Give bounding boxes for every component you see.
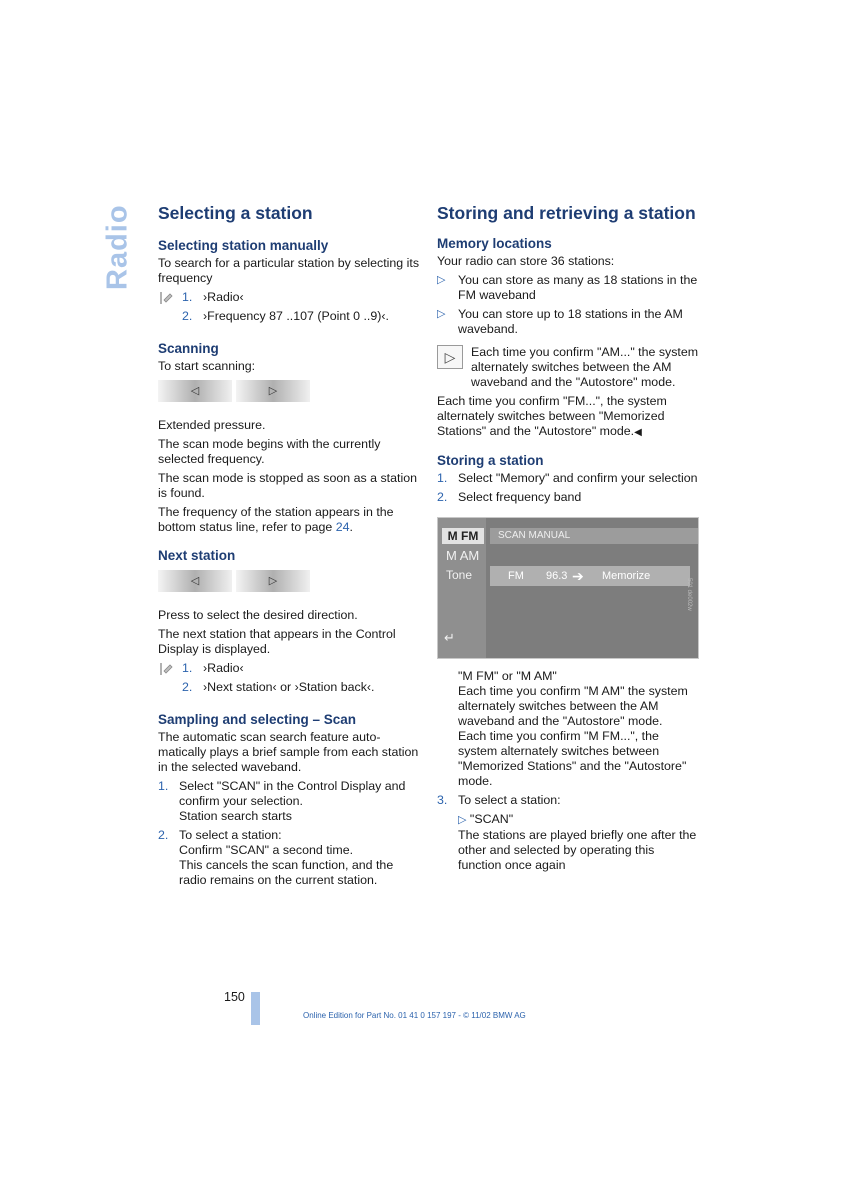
scanning-p1: Extended pressure. [158,418,266,432]
sampling-step-1: 1. Select "SCAN" in the Control Display and confirm your selection. Station search starts [158,779,406,823]
band-label: FM [508,570,524,582]
scan-desc: The stations are played briefly one after the other and selected by operating this function once again [458,828,697,872]
memorize-bar[interactable] [490,566,690,586]
memory-bullet-am: ▷ You can store up to 18 stations in the AM waveband. [437,307,683,336]
triangle-bullet-icon: ▷ [437,274,446,286]
next-step-1: 1. ›Radio‹ [182,661,244,675]
next-p2: The next station that appears in the Control Display is displayed. [158,627,396,656]
control-display-screenshot [437,517,699,659]
memory-note [437,345,699,440]
subheading-manual: Selecting station manually [158,238,329,253]
scanning-p3: The scan mode is stopped as soon as a station is found. [158,471,417,500]
next-steps [158,661,420,699]
right-column [437,203,699,873]
section-heading-storing: Storing and retrieving a station [437,203,696,223]
station-back-button[interactable]: ◁ [158,570,232,592]
note-p2: Each time you confirm "FM...", the system alternately switches between "Memorized Stations" and the "Autostore" mode.◀ [437,394,667,438]
scanning-p2: The scan mode begins with the currently selected frequency. [158,437,381,466]
subheading-sampling: Sampling and selecting – Scan [158,712,357,727]
triangle-bullet-icon: ▷ [437,308,446,320]
subheading-scanning: Scanning [158,341,219,356]
manual-steps [158,290,420,328]
page-link[interactable]: 24 [335,520,350,534]
sampling-step-2: 2. To select a station: Confirm "SCAN" a second time. This cancels the scan function, and the radio remains on the current station. [158,828,394,887]
display-title: SCAN MANUAL [490,528,698,544]
scanning-intro: To start scanning: [158,359,256,373]
storing-step-3: 3. To select a station: [437,793,561,807]
seek-back-button[interactable]: ◁ [158,380,232,402]
chapter-tab: Radio [101,204,134,290]
left-column [158,203,420,892]
next-step-2: 2. ›Next station‹ or ›Station back‹. [182,680,375,694]
scan-label: "SCAN" [469,812,514,826]
menu-item-tone[interactable]: Tone [446,568,473,582]
subheading-next-station: Next station [158,548,236,563]
manual-step-1: 1. ›Radio‹ [182,290,244,304]
memorize-label: Memorize [602,570,651,582]
arrow-icon: ➔ [572,568,584,584]
memory-bullet-fm: ▷ You can store as many as 18 stations in the FM waveband [437,273,698,302]
page-number: 150 [224,990,245,1004]
memory-intro: Your radio can store 36 stations: [437,254,615,268]
scanning-p4: The frequency of the station appears in the bottom status line, refer to page 24. [158,505,394,534]
next-station-button[interactable]: ▷ [236,570,310,592]
edition-note: Online Edition for Part No. 01 41 0 157 197 - © 11/02 BMW AG [303,1011,526,1020]
controller-icon [158,661,176,677]
section-heading-selecting: Selecting a station [158,203,313,223]
note-p1: Each time you confirm "AM..." the system alternately switches between the AM waveband and the "Autostore" mode. [471,345,699,389]
back-icon[interactable]: ↵ [444,630,455,645]
frequency-label: 96.3 [546,570,568,582]
end-mark-icon: ◀ [634,427,642,438]
after-screen-text: "M FM" or "M AM" Each time you confirm "M AM" the system alternately switches between the AM waveband and the "Autostore" mode. Each time you confirm "M FM...", the system alternately switches between "Memorized Stations" and the "Autostore" mode. [458,669,688,788]
image-code: 501 de002w [686,578,692,611]
scan-buttons [158,380,420,402]
menu-item-m-fm[interactable]: M FM [442,528,484,544]
storing-step-2: 2. Select frequency band [437,490,582,504]
subheading-memory: Memory locations [437,236,552,251]
storing-step-1: 1. Select "Memory" and confirm your selection [437,471,698,485]
subheading-storing: Storing a station [437,453,544,468]
next-station-buttons [158,570,420,592]
menu-item-m-am[interactable]: M AM [446,548,480,563]
controller-icon [158,290,176,306]
manual-intro: To search for a particular station by selecting its frequency [158,256,420,285]
manual-step-2: 2. ›Frequency 87 ..107 (Point 0 ..9)‹. [182,309,389,323]
next-p1: Press to select the desired direction. [158,608,358,622]
triangle-bullet-icon: ▷ [458,814,467,826]
seek-forward-button[interactable]: ▷ [236,380,310,402]
page-marker-bar [251,992,260,1025]
scan-sub-item [437,812,699,873]
note-icon: ▷ [437,345,463,369]
sampling-intro: The automatic scan search feature auto-matically plays a brief sample from each station in the selected waveband. [158,730,419,774]
